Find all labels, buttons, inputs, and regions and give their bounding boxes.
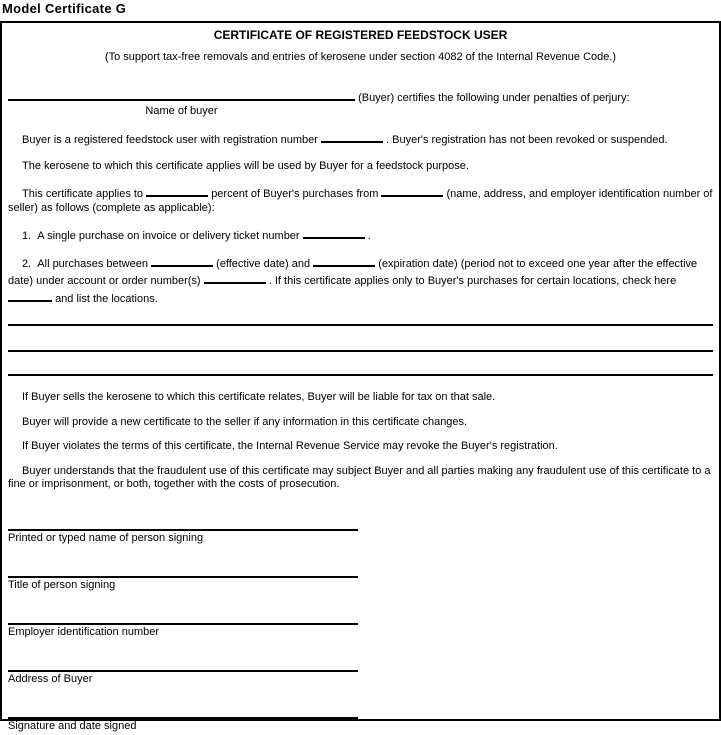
locations-line-2[interactable] [8,350,713,352]
applies-text-1: This certificate applies to [22,188,144,200]
signature-block-signature-date [8,717,713,733]
all-purchases-text-3: (expiration date) (period not to exceed one year after the effective date) under account or order number(s) [8,257,698,287]
signature-block-name [8,529,713,545]
term-new-certificate: Buyer will provide a new certificate to the seller if any information in this certificate changes. [22,415,468,428]
name-of-buyer-field[interactable] [8,88,355,101]
applies-text-2: percent of Buyer's purchases from [211,188,379,200]
account-order-number-field[interactable] [204,271,266,284]
signature-block-title [8,576,713,592]
effective-date-field[interactable] [151,254,213,267]
certificate-box [0,21,721,732]
all-purchases-text-5: and list the locations. [55,292,158,305]
seller-field[interactable] [381,184,443,197]
signature-label-ein: Employer identification number [8,625,160,638]
certify-statement: (Buyer) certifies the following under penalties of perjury: [358,92,630,104]
kerosene-use-paragraph: The kerosene to which this certificate applies will be used by Buyer for a feedstock purpose. [22,159,469,172]
single-purchase-item [8,226,713,244]
single-purchase-period: . [367,230,371,242]
registration-text-before: Buyer is a registered feedstock user with registration number [22,134,318,146]
registration-text-after: . Buyer's registration has not been revoked or suspended. [386,134,668,146]
signature-label-title: Title of person signing [8,578,116,591]
buyer-certifies-line [8,88,713,105]
registration-number-field[interactable] [321,130,383,143]
term-revocation: If Buyer violates the terms of this certificate, the Internal Revenue Service may revoke the Buyer's registration. [22,440,558,452]
signature-block-ein [8,623,713,639]
all-purchases-item [8,254,713,307]
certificate-subheading: (To support tax-free removals and entries of kerosene under section 4082 of the Internal Revenue Code.) [104,51,617,63]
signature-line-title[interactable] [8,576,358,578]
signature-line-address[interactable] [8,670,358,672]
all-purchases-text-2: (effective date) and [216,257,311,270]
single-purchase-text: 1. A single purchase on invoice or delivery ticket number [22,230,300,242]
term-liability: If Buyer sells the kerosene to which this certificate relates, Buyer will be liable for tax on that sale. [22,391,496,403]
locations-line-1[interactable] [8,324,713,326]
signature-line-ein[interactable] [8,623,358,625]
name-of-buyer-label: Name of buyer [145,105,218,117]
applies-paragraph [8,184,713,215]
term-fraud: Buyer understands that the fraudulent use of this certificate may subject Buyer and all parties making any fraudulent use of this certificate to a fine or imprisonment, or both, together with the costs of prosecution. [8,464,711,490]
all-purchases-text-1: 2. All purchases between [22,257,148,270]
applies-text-3: (name, address, and employer identification number of seller) as follows (complete as applicable): [8,188,713,214]
certificate-heading: CERTIFICATE OF REGISTERED FEEDSTOCK USER [213,28,508,42]
registration-paragraph [8,130,713,148]
locations-line-3[interactable] [8,374,713,376]
check-here-field[interactable] [8,289,52,302]
all-purchases-text-4: . If this certificate applies only to Buyer's purchases for certain locations, check here [268,275,677,287]
percent-field[interactable] [146,184,208,197]
document-title: Model Certificate G [2,1,127,16]
signature-label-name: Printed or typed name of person signing [8,531,204,544]
signature-label-signature-date: Signature and date signed [8,719,137,732]
signature-label-address: Address of Buyer [8,672,93,685]
expiration-date-field[interactable] [313,254,375,267]
signature-block-address [8,670,713,686]
signature-line-name[interactable] [8,529,358,531]
invoice-ticket-number-field[interactable] [303,226,365,239]
signature-line-signature-date[interactable] [8,717,358,719]
